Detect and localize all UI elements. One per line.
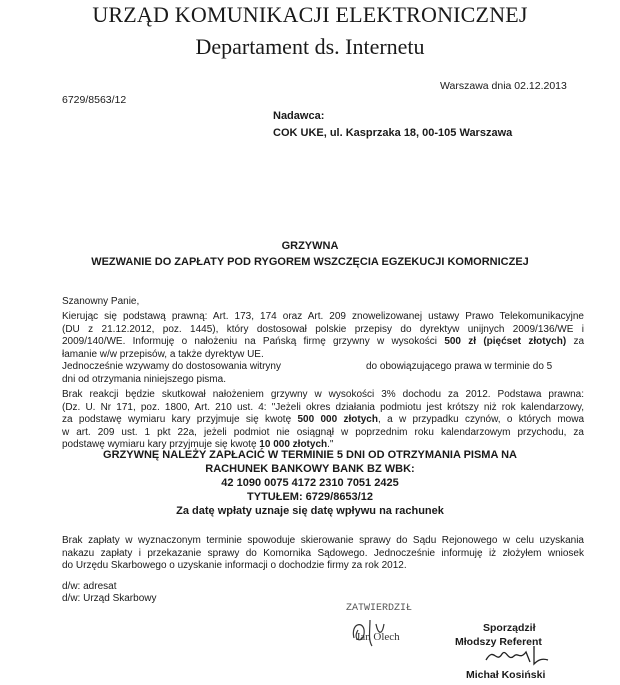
text-line: do Urzędu Skarbowego o uzyskanie informacji o dochodzie firmy za rok 2012.	[62, 560, 407, 572]
paragraph-fine-notice	[62, 311, 584, 387]
payment-instruction: GRZYWNĘ NALEŻY ZAPŁACIĆ W TERMINIE 5 DNI OD OTRZYMANIA PISMA NA	[103, 449, 517, 461]
stamp-label: ZATWIERDZIŁ	[346, 603, 413, 614]
text-line: Kierując się podstawą prawną: Art. 173, 174 oraz Art. 209 znowelizowanej ustawy Prawo Telekomunikacyjne	[62, 311, 584, 322]
text-segment: ."	[327, 439, 334, 451]
text-line: Brak zapłaty w wyznaczonym terminie spowoduje skierowanie sprawy do Sądu Rejonowego w celu uzyskania	[62, 535, 584, 546]
text-segment: Jednocześnie wzywamy do dostosowania witryny	[62, 361, 281, 373]
prepared-by-label: Sporządził	[483, 622, 536, 634]
signature-scribble	[482, 640, 552, 670]
sender-label: Nadawca:	[273, 110, 325, 122]
text-line: Brak reakcji będzie skutkował nałożeniem grzywny w wysokości 3% dochodu za 2012. Podstawa prawna:	[62, 389, 584, 400]
sender-address: COK UKE, ul. Kasprzaka 18, 00-105 Warszawa	[273, 127, 513, 139]
text-line: w art. 209 ust. 1 pkt 22a, jeżeli podmiot nie osiągnął w poprzednim roku kalendarzowym przychodu, za	[62, 426, 584, 438]
document-subtitle: WEZWANIE DO ZAPŁATY POD RYGOREM WSZCZĘCIA EGZEKUCJI KOMORNICZEJ	[91, 256, 529, 268]
signer-name: Michał Kosiński	[466, 669, 546, 681]
payment-date-note: Za datę wpłaty uznaje się datę wpływu na rachunek	[176, 505, 444, 517]
text-segment: 2009/140/WE. Informuję o nałożeniu na Pańską firmę grzywny w wysokości	[62, 336, 438, 348]
text-line	[62, 414, 584, 427]
organization-name: URZĄD KOMUNIKACJI ELEKTRONICZNEJ	[92, 2, 528, 27]
transfer-title: TYTUŁEM: 6729/8653/12	[247, 491, 373, 503]
text-segment: podstawę wymiaru kary przyjmuje się kwotę	[62, 439, 257, 451]
text-line: łamanie w/w przepisów, a także dyrektyw UE.	[62, 348, 264, 360]
text-line: nakazu zapłaty i przekazanie sprawy do Komornika Sądowego. Jednocześnie informuję iż złożyłem wniosek	[62, 547, 584, 559]
place-date: Warszawa dnia 02.12.2013	[440, 80, 567, 92]
text-segment: , a w przypadku czynów, o których mowa	[377, 414, 585, 426]
copy-recipient-tax-office: d/w: Urząd Skarbowy	[62, 593, 157, 604]
text-segment: za	[573, 336, 585, 348]
bank-account-number: 42 1090 0075 4172 2310 7051 2425	[221, 477, 399, 489]
greeting: Szanowny Panie,	[62, 296, 140, 307]
document-title: GRZYWNA	[281, 240, 339, 252]
text-line: (Dz. U. Nr 171, poz. 1800, Art. 210 ust. 4: "Jeżeli okres działania podmiotu jest krótszy niż rok kalendarzowy,	[62, 401, 584, 413]
text-segment: do obowiązującego prawa w terminie do 5	[366, 361, 553, 373]
reference-number: 6729/8563/12	[62, 94, 127, 106]
fine-amount: 500 zł (pięćset złotych)	[444, 336, 567, 348]
text-line	[62, 361, 584, 374]
signer-role: Młodszy Referent	[455, 636, 542, 648]
payment-bank: RACHUNEK BANKOWY BANK BZ WBK:	[205, 463, 415, 475]
penalty-amount-1: 500 000 złotych	[297, 414, 378, 426]
text-line	[62, 336, 584, 349]
paragraph-consequences	[62, 535, 584, 573]
copy-recipient-addressee: d/w: adresat	[62, 581, 117, 592]
text-line: dni od otrzymania niniejszego pisma.	[62, 373, 226, 385]
paragraph-penalty-basis	[62, 389, 584, 452]
text-line: (DU z 21.12.2012, poz. 1445), który dostosował polskie przepisy do dyrektyw unijnych 2009/136/WE i	[62, 323, 584, 335]
approval-stamp	[344, 600, 420, 664]
department-name: Departament ds. Internetu	[195, 34, 425, 59]
text-segment: za podstawę wymiaru kary przyjmuje się kwotę	[62, 414, 292, 426]
stamp-name: Jan Olech	[356, 631, 400, 643]
penalty-amount-2: 10 000 złotych	[259, 439, 328, 451]
